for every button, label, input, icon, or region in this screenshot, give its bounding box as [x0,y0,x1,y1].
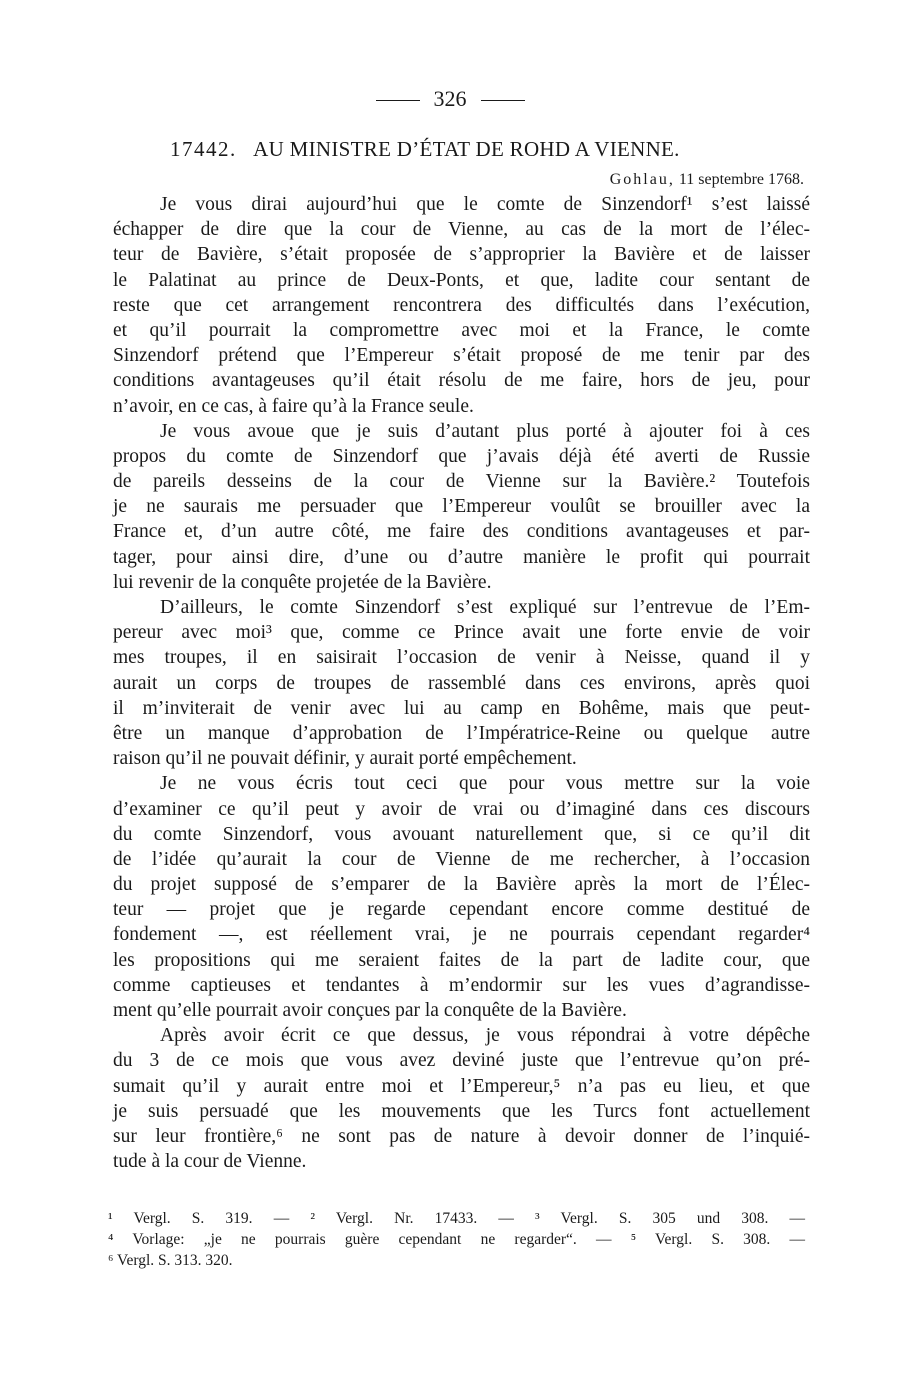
text-line: sur leur frontière,⁶ ne sont pas de nature à devoir donner de l’inquié- [113,1125,810,1147]
text-line: D’ailleurs, le comte Sinzendorf s’est expliqué sur l’entrevue de l’Em- [160,597,810,618]
dateline-place: Gohlau, [609,171,675,188]
text-line: teur de Bavière, s’était proposée de s’approprier la Bavière et de laisser [113,244,810,266]
text-line: fondement —, est réellement vrai, je ne pourrais cependant regarder⁴ [113,924,810,946]
text-line: propos du comte de Sinzendorf que j’avais déjà été averti de Russie [113,445,810,467]
text-line: n’avoir, en ce cas, à faire qu’à la France seule. [113,395,474,417]
text-line: lui revenir de la conquête projetée de la Bavière. [113,571,492,593]
text-line: les propositions qui me seraient faites de la part de ladite cour, que [113,949,810,971]
text-line: il m’inviterait de venir avec lui au camp en Bohême, mais que peut- [113,697,810,719]
text-line: de l’idée qu’aurait la cour de Vienne de me rechercher, à l’occasion [113,848,810,870]
text-line: France et, d’un autre côté, me faire des conditions avantageuses et par- [113,521,810,543]
page-number-dash-left [376,100,420,101]
text-line: et qu’il pourrait la compromettre avec moi et la France, le comte [113,319,810,341]
paragraph [113,419,810,595]
letter-heading [170,134,810,164]
footnote-line: ⁶ Vergl. S. 313. 320. [108,1252,233,1269]
text-line: je suis persuadé que les mouvements que les Turcs font actuellement [113,1100,810,1122]
text-line: échapper de dire que la cour de Vienne, au cas de la mort de l’élec- [113,219,810,241]
text-line: comme captieuses et tendantes à m’endormir sur les vues d’agrandisse- [113,974,810,996]
text-line: Je vous avoue que je suis d’autant plus porté à ajouter foi à ces [160,420,810,442]
text-line: je ne saurais me persuader que l’Empereur voulût se brouiller avec la [113,496,810,518]
text-line: aurait un corps de troupes de rassemblé dans ces environs, après quoi [113,672,810,694]
text-line: du 3 de ce mois que vous avez deviné juste que l’entrevue qu’on pré- [113,1050,810,1072]
paragraph [113,595,810,771]
letter-body [113,192,810,1174]
page-number-text: 326 [433,86,467,111]
text-line: être un manque d’approbation de l’Impératrice-Reine ou quelque autre [113,722,810,744]
text-line: le Palatinat au prince de Deux-Ponts, et que, ladite cour sentant de [113,269,810,291]
text-line: tager, pour ainsi dire, d’une ou d’autre manière le profit qui pourrait [113,546,810,568]
text-line: mes troupes, il en saisirait l’occasion de venir à Neisse, quand il y [113,647,810,669]
text-line: reste que cet arrangement rencontrera des difficultés dans l’exécution, [113,294,810,316]
paragraph [113,192,810,419]
text-line: conditions avantageuses qu’il était résolu de me faire, hors de jeu, pour [113,370,810,392]
text-line: de pareils desseins de la cour de Vienne sur la Bavière.² Toutefois [113,471,810,493]
text-line: Je ne vous écris tout ceci que pour vous mettre sur la voie [160,773,810,795]
letter-title: AU MINISTRE D’ÉTAT DE ROHD A VIENNE. [253,137,680,161]
text-line: tude à la cour de Vienne. [113,1151,307,1173]
text-line: Après avoir écrit ce que dessus, je vous répondrai à votre dépêche [160,1025,810,1047]
page-number-dash-right [481,100,525,101]
text-line: ment qu’elle pourrait avoir conçues par la conquête de la Bavière. [113,1000,627,1021]
footnotes [108,1208,805,1271]
text-line: raison qu’il ne pouvait définir, y aurait porté empêchement. [113,748,577,770]
paragraph [113,771,810,1023]
footnote-line: ⁴ Vorlage: „je ne pourrais guère cependant ne regarder“. — ⁵ Vergl. S. 308. — [108,1231,805,1248]
text-line: du projet supposé de s’emparer de la Bavière après la mort de l’Élec- [113,874,810,896]
footnote-line: ¹ Vergl. S. 319. — ² Vergl. Nr. 17433. — ³ Vergl. S. 305 und 308. — [108,1210,805,1227]
dateline-date: 11 septembre 1768. [678,171,804,188]
text-line: Je vous dirai aujourd’hui que le comte de Sinzendorf¹ s’est laissé [160,194,810,215]
dateline [610,168,804,192]
text-line: pereur avec moi³ que, comme ce Prince avait une forte envie de voir [113,622,810,644]
text-line: sumait qu’il y aurait entre moi et l’Empereur,⁵ n’a pas eu lieu, et que [113,1075,810,1097]
text-line: teur — projet que je regarde cependant encore comme destitué de [113,899,810,921]
paragraph [113,1023,810,1174]
letter-number: 17442. [170,137,237,161]
text-line: Sinzendorf prétend que l’Empereur s’était proposé de me tenir par des [113,345,810,367]
text-line: du comte Sinzendorf, vous avouant naturellement que, si ce qu’il dit [113,823,810,845]
page-number [0,84,900,114]
text-line: d’examiner ce qu’il peut y avoir de vrai ou d’imaginé dans ces discours [113,798,810,820]
